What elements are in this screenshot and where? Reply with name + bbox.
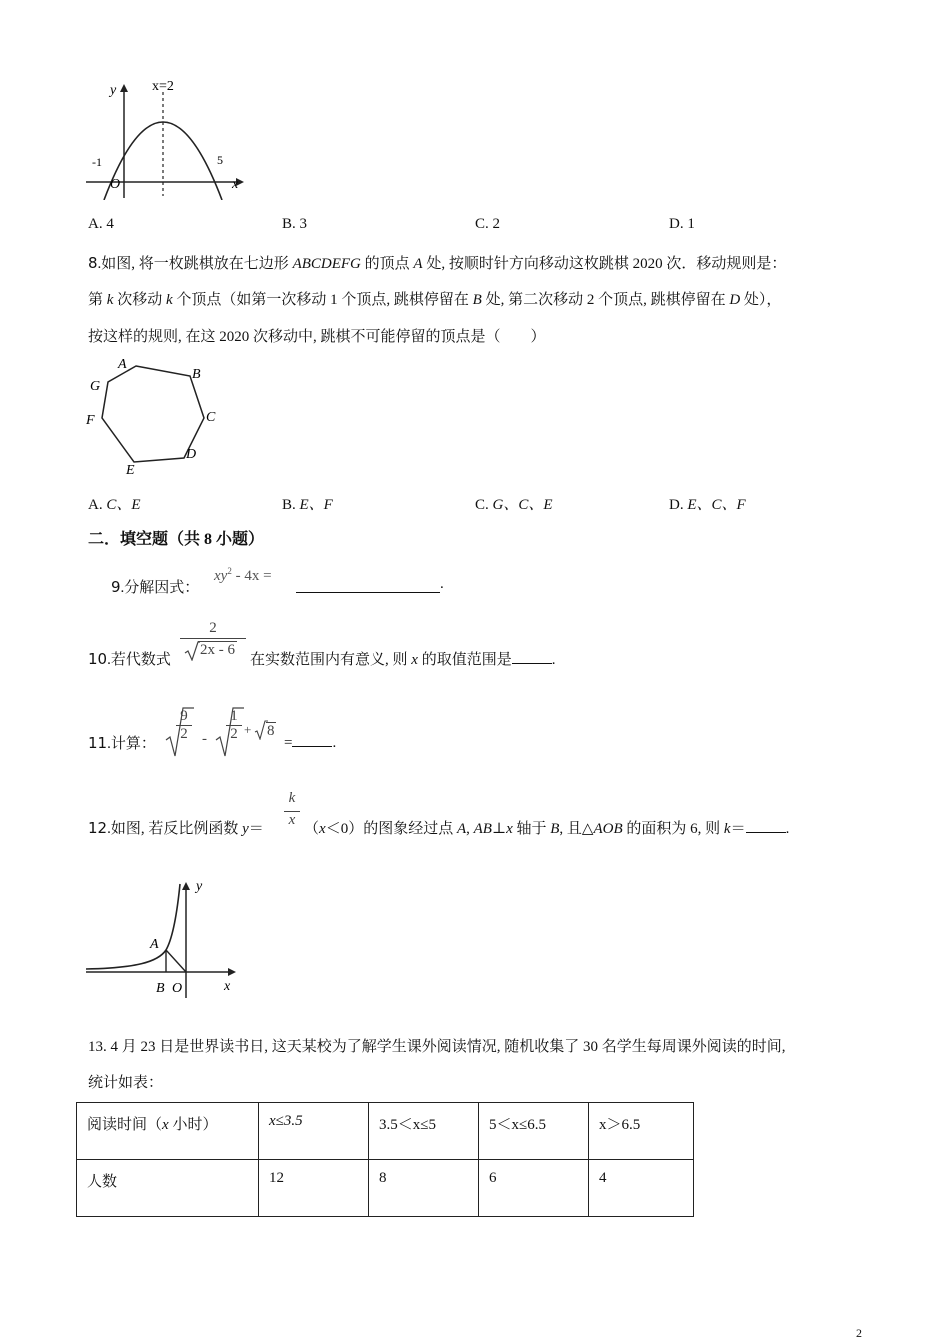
q8-text: 处, 第二次移动 2 个顶点, 跳棋停留在 bbox=[481, 292, 730, 308]
q11-number: 11 bbox=[88, 734, 108, 752]
q12-point-a: A bbox=[456, 821, 467, 837]
q9-number: 9 bbox=[111, 578, 121, 596]
q11-text: .计算： bbox=[107, 736, 156, 752]
q9-expr-sq: 2 bbox=[227, 566, 232, 576]
q12-suffix bbox=[304, 817, 789, 838]
graph-y-label: y bbox=[196, 879, 203, 894]
q8-text: 处, 按顺时针方向移动这枚跳棋 2020 次．移动规则是： bbox=[422, 256, 787, 272]
q11-root1 bbox=[176, 708, 192, 743]
q9-expr-rest: - 4x = bbox=[231, 568, 272, 584]
q12-x: x bbox=[506, 821, 513, 837]
q12-fraction bbox=[284, 790, 300, 829]
q12-number: 12 bbox=[88, 819, 108, 837]
q8-line2 bbox=[88, 288, 781, 309]
graph-y-label: y bbox=[110, 83, 117, 98]
graph-five: 5 bbox=[217, 153, 223, 167]
table-header-cell: 3.5＜x≤5 bbox=[369, 1103, 479, 1160]
table-row bbox=[77, 1103, 694, 1160]
table-cell: 4 bbox=[589, 1160, 694, 1217]
q8-line1 bbox=[88, 252, 786, 273]
q9-text: .分解因式： bbox=[120, 580, 200, 596]
option-label: C. bbox=[475, 497, 493, 513]
graph-neg-one: -1 bbox=[92, 155, 102, 169]
q12-aob: AOB bbox=[593, 821, 623, 837]
option-label: D. bbox=[669, 497, 688, 513]
q11-plus: + bbox=[244, 722, 252, 737]
q11-period: . bbox=[332, 735, 337, 751]
y-axis-arrow bbox=[120, 84, 128, 92]
q11-r1-den: 2 bbox=[176, 725, 192, 743]
q12-perp: ⊥ bbox=[491, 821, 507, 837]
graph-x-label: x bbox=[224, 979, 231, 994]
q9-expression bbox=[214, 566, 272, 585]
option-value: E、F bbox=[299, 497, 333, 513]
q9-answer-blank[interactable] bbox=[296, 576, 440, 593]
table-cell: 8 bbox=[369, 1160, 479, 1217]
vertex-label-f: F bbox=[86, 413, 95, 428]
segment-ao bbox=[166, 950, 186, 972]
q12-frac-num: k bbox=[288, 790, 296, 806]
q8-option-c[interactable] bbox=[475, 493, 553, 514]
q12-eq: ＝ bbox=[248, 821, 264, 837]
q12-text: ＜0）的图象经过点 bbox=[325, 821, 457, 837]
q12-text: （ bbox=[304, 821, 320, 837]
q8-text: .如图, 将一枚跳棋放在七边形 bbox=[97, 256, 293, 272]
q10-text: .若代数式 bbox=[107, 652, 171, 668]
vertex-label-a: A bbox=[118, 357, 127, 372]
graph-point-a: A bbox=[150, 937, 159, 952]
q9-period: . bbox=[440, 576, 444, 592]
header-text: 阅读时间（ bbox=[87, 1117, 163, 1133]
heptagon-figure bbox=[84, 352, 230, 482]
q12-period: . bbox=[785, 821, 790, 837]
table-row bbox=[77, 1160, 694, 1217]
hyperbola-graph bbox=[86, 874, 246, 1000]
table-header-cell: x＞6.5 bbox=[589, 1103, 694, 1160]
q9-expr-xy: xy bbox=[214, 568, 228, 584]
table-row-label: 人数 bbox=[77, 1160, 259, 1217]
q12-frac-den: x bbox=[284, 811, 300, 829]
option-value: C、E bbox=[106, 497, 141, 513]
q11-r1-num: 9 bbox=[180, 708, 188, 724]
graph-origin: O bbox=[110, 177, 121, 192]
q8-text: 个顶点（如第一次移动 1 个顶点, 跳棋停留在 bbox=[172, 292, 473, 308]
q10-fraction-bar bbox=[180, 638, 246, 661]
q12-y: y bbox=[242, 821, 249, 837]
q13-line2: 统计如表： bbox=[88, 1075, 164, 1091]
q8-number: 8 bbox=[88, 254, 98, 272]
table-cell: 6 bbox=[479, 1160, 589, 1217]
q8-shape-name: ABCDEFG bbox=[292, 256, 361, 272]
q8-text: 处）， bbox=[740, 292, 782, 308]
q10-prefix bbox=[88, 648, 171, 669]
q12-text: 轴于 bbox=[512, 821, 551, 837]
q8-option-d[interactable] bbox=[669, 493, 746, 514]
q7-option-c[interactable]: C. 2 bbox=[475, 216, 501, 232]
q11-equals: = bbox=[284, 735, 293, 751]
table-header-cell: x≤3.5 bbox=[259, 1103, 369, 1160]
q12-text: .如图, 若反比例函数 bbox=[107, 821, 243, 837]
q12-ab: AB bbox=[473, 821, 492, 837]
q8-text: 的顶点 bbox=[360, 256, 414, 272]
q8-line3: 按这样的规则, 在这 2020 次移动中, 跳棋不可能停留的顶点是（ ） bbox=[88, 329, 546, 345]
q12-answer-blank[interactable] bbox=[746, 818, 786, 833]
section-title: 二．填空题（共 8 小题） bbox=[88, 531, 265, 548]
graph-origin: O bbox=[172, 981, 183, 996]
q10-fraction bbox=[180, 620, 246, 661]
parabola-graph bbox=[86, 78, 256, 200]
q9 bbox=[111, 576, 199, 597]
q8-k: k bbox=[165, 292, 173, 308]
q8-vertex-a: A bbox=[413, 256, 423, 272]
q8-vertex-b: B bbox=[472, 292, 482, 308]
q12-point-b: B bbox=[550, 821, 560, 837]
q10-x: x bbox=[411, 652, 418, 668]
q11-root2 bbox=[226, 708, 242, 743]
q10-numerator: 2 bbox=[209, 620, 217, 636]
vertex-label-d: D bbox=[186, 447, 197, 462]
option-value: E、C、F bbox=[687, 497, 746, 513]
graph-point-b: B bbox=[156, 981, 165, 996]
q11-r2-den: 2 bbox=[226, 725, 242, 743]
q11-r2-num: 1 bbox=[230, 708, 238, 724]
q8-option-a[interactable] bbox=[88, 493, 141, 514]
q10-radicand: 2x - 6 bbox=[200, 642, 235, 658]
option-label: B. bbox=[282, 497, 300, 513]
q12-k: k bbox=[723, 821, 731, 837]
q12-x: x bbox=[319, 821, 326, 837]
q12-text: ＝ bbox=[730, 821, 746, 837]
q7-option-a[interactable]: A. 4 bbox=[88, 216, 114, 232]
q7-option-b[interactable]: B. 3 bbox=[282, 216, 308, 232]
option-label: A. bbox=[88, 497, 107, 513]
q10-text: 在实数范围内有意义, 则 bbox=[250, 652, 412, 668]
graph-axis-equation: x=2 bbox=[152, 79, 174, 94]
q8-text: 次移动 bbox=[113, 292, 166, 308]
q7-option-d[interactable]: D. 1 bbox=[669, 216, 695, 232]
y-axis-arrow bbox=[182, 882, 190, 890]
q12-text: , bbox=[466, 821, 474, 837]
q8-option-b[interactable] bbox=[282, 493, 333, 514]
vertex-label-b: B bbox=[192, 367, 201, 382]
vertex-label-c: C bbox=[206, 410, 216, 425]
q12-prefix bbox=[88, 817, 264, 838]
q10-number: 10 bbox=[88, 650, 108, 668]
header-text: 小时） bbox=[168, 1117, 218, 1133]
x-axis-arrow bbox=[228, 968, 236, 976]
q12-text: , 且△ bbox=[559, 821, 594, 837]
reading-time-table bbox=[76, 1102, 694, 1217]
page-number: 2 bbox=[856, 1326, 862, 1340]
vertex-label-e: E bbox=[126, 463, 135, 478]
q12-text: 的面积为 6, 则 bbox=[622, 821, 724, 837]
q11-minus: - bbox=[202, 731, 207, 747]
table-cell: 12 bbox=[259, 1160, 369, 1217]
table-header-cell: 5＜x≤6.5 bbox=[479, 1103, 589, 1160]
vertex-label-g: G bbox=[90, 379, 101, 394]
q8-k: k bbox=[106, 292, 114, 308]
q10-answer-blank[interactable] bbox=[512, 649, 552, 664]
q10-text: 的取值范围是 bbox=[417, 652, 512, 668]
option-value: G、C、E bbox=[492, 497, 553, 513]
q8-text: 第 bbox=[88, 292, 107, 308]
q11-suffix bbox=[284, 732, 336, 752]
table-header-label bbox=[77, 1103, 259, 1160]
q11-answer-blank[interactable] bbox=[292, 732, 332, 747]
header-x: x bbox=[162, 1117, 169, 1133]
q10-period: . bbox=[551, 652, 556, 668]
q10-suffix bbox=[250, 648, 555, 669]
q13-line1: 13. 4 月 23 日是世界读书日, 这天某校为了解学生课外阅读情况, 随机收集了 30 名学生每周课外阅读的时间, bbox=[88, 1039, 786, 1055]
q11-prefix bbox=[88, 732, 156, 753]
graph-x-label: x bbox=[232, 177, 239, 192]
q8-vertex-d: D bbox=[729, 292, 741, 308]
q11-radicand: 8 bbox=[267, 723, 275, 739]
